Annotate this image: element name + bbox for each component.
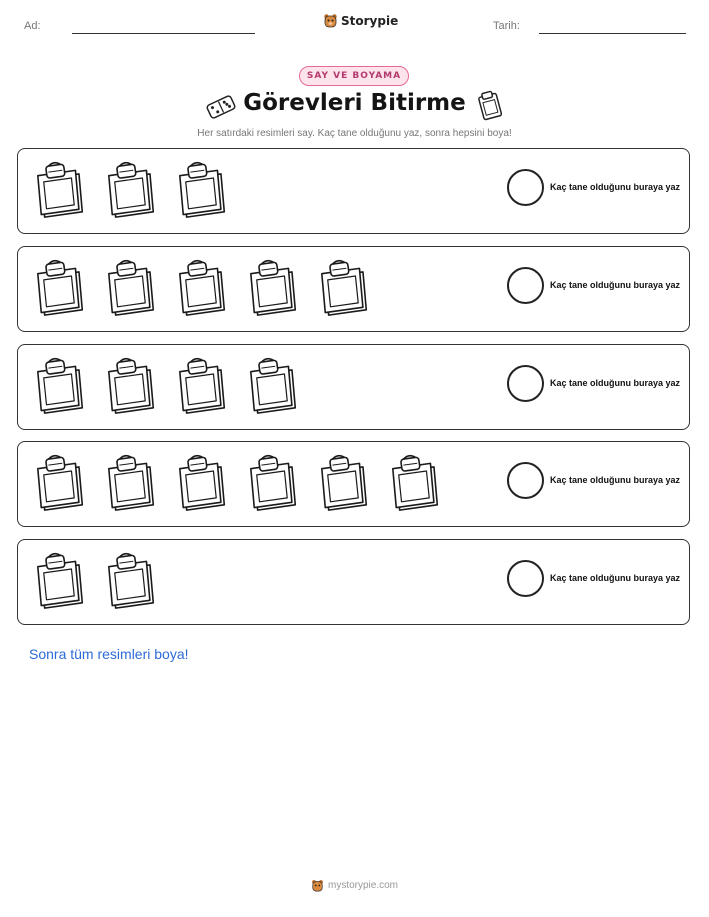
clipboard-icon xyxy=(242,450,300,520)
footer-instruction: Sonra tüm resimleri boya! xyxy=(29,646,189,662)
clipboard-icon xyxy=(100,157,158,227)
clipboard-icon xyxy=(313,255,371,325)
answer-circle[interactable] xyxy=(507,169,544,206)
storypie-mascot-icon xyxy=(323,13,338,28)
brand-name: Storypie xyxy=(341,13,399,28)
clipboard-icon xyxy=(100,548,158,618)
answer-circle[interactable] xyxy=(507,365,544,402)
clipboard-icon xyxy=(242,255,300,325)
name-field[interactable] xyxy=(72,33,255,34)
counting-row xyxy=(17,441,690,527)
clipboard-icon xyxy=(171,255,229,325)
clipboard-icon xyxy=(313,450,371,520)
answer-circle[interactable] xyxy=(507,462,544,499)
counting-row xyxy=(17,539,690,625)
counting-row xyxy=(17,344,690,430)
footer-url: mystorypie.com xyxy=(327,880,398,891)
clipboard-title-icon xyxy=(476,90,504,122)
storypie-mascot-icon xyxy=(311,879,324,892)
answer-label: Kaç tane olduğunu buraya yaz xyxy=(550,280,681,290)
answer-label: Kaç tane olduğunu buraya yaz xyxy=(550,182,681,192)
footer-brand xyxy=(0,879,709,892)
answer-label: Kaç tane olduğunu buraya yaz xyxy=(550,573,681,583)
clipboard-icon xyxy=(29,157,87,227)
clipboard-icon xyxy=(242,353,300,423)
activity-badge: SAY VE BOYAMA xyxy=(299,66,409,86)
answer-circle[interactable] xyxy=(507,560,544,597)
clipboard-icon xyxy=(100,255,158,325)
clipboard-icon xyxy=(171,157,229,227)
page-title: Görevleri Bitirme xyxy=(243,90,466,116)
counting-row xyxy=(17,148,690,234)
instructions: Her satırdaki resimleri say. Kaç tane olduğunu yaz, sonra hepsini boya! xyxy=(197,128,512,139)
clipboard-icon xyxy=(384,450,442,520)
brand-logo xyxy=(323,13,398,28)
date-field[interactable] xyxy=(539,33,686,34)
counting-row xyxy=(17,246,690,332)
clipboard-icon xyxy=(100,450,158,520)
clipboard-icon xyxy=(29,255,87,325)
clipboard-icon xyxy=(171,450,229,520)
clipboard-icon xyxy=(100,353,158,423)
clipboard-icon xyxy=(171,353,229,423)
answer-label: Kaç tane olduğunu buraya yaz xyxy=(550,378,681,388)
clipboard-icon xyxy=(29,450,87,520)
clipboard-icon xyxy=(29,353,87,423)
name-label: Ad: xyxy=(24,20,41,32)
clipboard-icon xyxy=(29,548,87,618)
answer-label: Kaç tane olduğunu buraya yaz xyxy=(550,475,681,485)
date-label: Tarih: xyxy=(493,20,520,32)
answer-circle[interactable] xyxy=(507,267,544,304)
